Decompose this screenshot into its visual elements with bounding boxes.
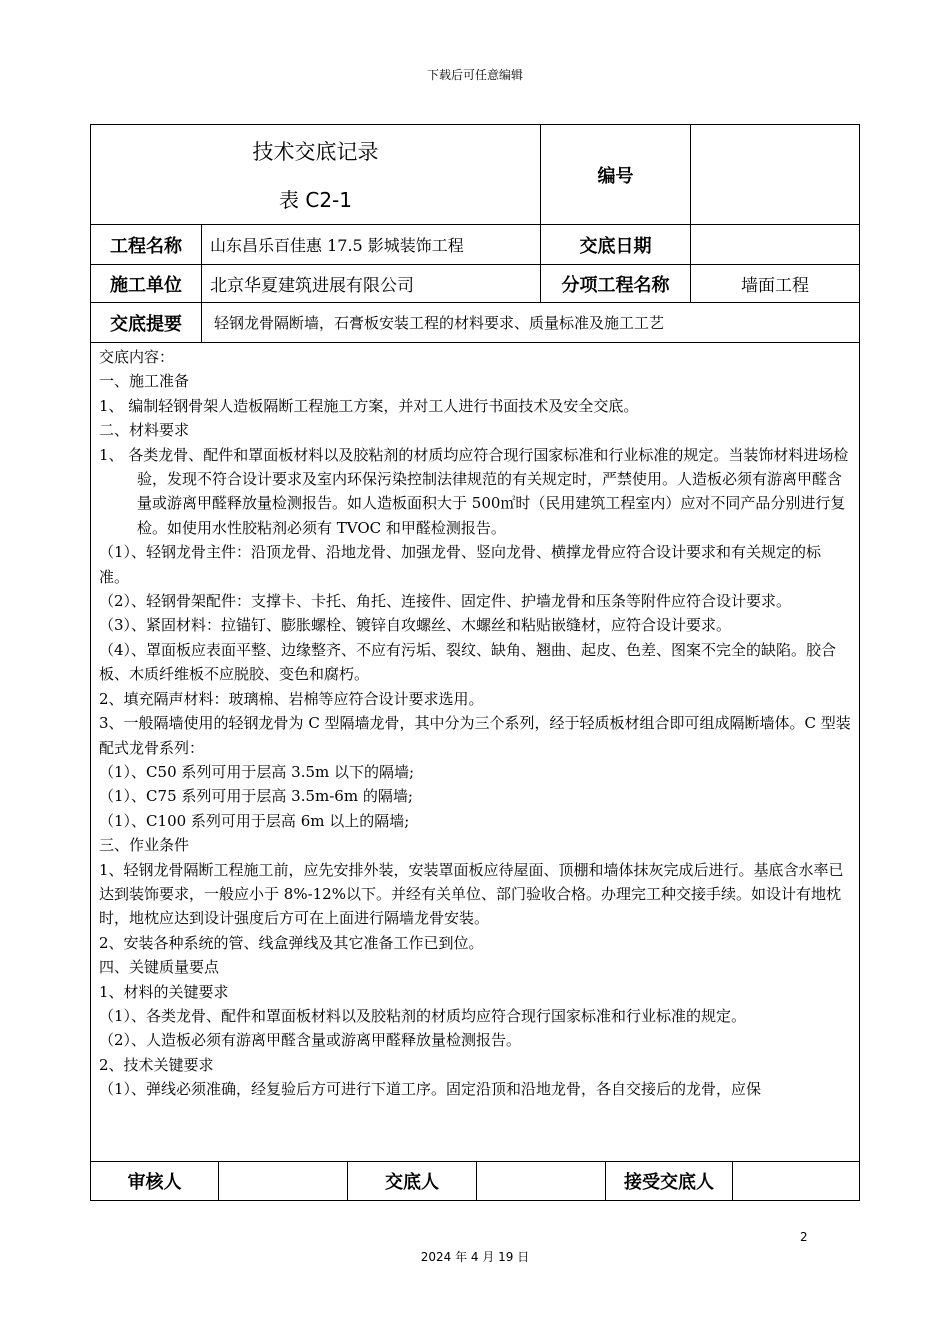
receiver-value [733,1162,859,1200]
subproject-value: 墙面工程 [741,276,809,296]
disclosure-content [91,343,859,1161]
content-line: 2、填充隔声材料：玻璃棉、岩棉等应符合设计要求选用。 [99,689,484,708]
summary-label: 交底提要 [91,303,202,342]
content-line: （1）、C100 系列可用于层高 6m 以上的隔墙; [99,811,410,830]
unit-value: 北京华夏建筑进展有限公司 [202,265,541,302]
summary-row [91,303,859,343]
date-label: 交底日期 [541,225,691,264]
subproject-label: 分项工程名称 [541,265,691,302]
discloser-label: 交底人 [348,1162,477,1200]
record-title: 技术交底记录 [252,140,379,164]
date-value [691,225,859,264]
content-row [91,343,859,1162]
content-line: 1、材料的关键要求 [99,982,229,1001]
content-line: （1）、C75 系列可用于层高 3.5m-6m 的隔墙; [99,787,413,806]
title-cell [91,125,541,224]
page-number: 2 [800,1230,808,1244]
header-note: 下载后可任意编辑 [426,68,523,82]
content-line: （4）、罩面板应表面平整、边缘整齐、不应有污垢、裂纹、缺角、翘曲、起皮、色差、图案不完全的缺陷。胶合板、木质纤维板不应脱胶、变色和腐朽。 [99,640,837,684]
content-line: （3）、紧固材料：拉锚钉、膨胀螺栓、镀锌自攻螺丝、木螺丝和粘贴嵌缝材，应符合设计要求。 [99,616,732,635]
content-line: （1）、各类龙骨、配件和罩面板材料以及胶粘剂的材质均应符合现行国家标准和行业标准的规定。 [99,1006,747,1025]
disclosure-record-table [90,124,860,1201]
content-line: 四、关键质量要点 [99,958,220,977]
project-name-value: 山东昌乐百佳惠 17.5 影城装饰工程 [202,225,541,264]
content-line: 3、一般隔墙使用的轻钢龙骨为 C 型隔墙龙骨，其中分为三个系列，经于轻质板材组合即可组成隔断墙体。C 型装配式龙骨系列： [99,714,851,757]
project-row [91,225,859,265]
content-line: 二、材料要求 [99,421,190,440]
summary-value: 轻钢龙骨隔断墙，石膏板安装工程的材料要求、质量标准及施工工艺 [214,314,665,332]
content-line: 1、轻钢龙骨隔断工程施工前，应先安排外装，安装罩面板应待屋面、顶棚和墙体抹灰完成后进行。基底含水率已达到装饰要求，一般应小于 8%-12%以下。并经有关单位、部门验收合格。办理完工种交接手续。如设计有地枕时，地枕应达到设计强度后方可在上面进行隔墙龙骨安装。 [99,860,844,928]
content-line: （1）、C50 系列可用于层高 3.5m 以下的隔墙; [99,762,415,781]
form-number: 表 C2-1 [279,188,352,212]
number-value [691,125,859,224]
signature-row [91,1162,859,1200]
content-line: 1、 各类龙骨、配件和罩面板材料以及胶粘剂的材质均应符合现行国家标准和行业标准的规定。当装饰材料进场检验，发现不符合设计要求及室内环保污染控制法律规范的有关规定时，严禁使用。人造板必须有游离甲醛含量或游离甲醛释放量检测报告。如人造板面积大于 500㎡时（民用建筑工程室内）应对不同产品分别进行复检。如使用水性胶粘剂必须有 TVOC 和甲醛检测报告。 [99,445,849,537]
number-label: 编号 [541,125,691,224]
content-line: 1、 编制轻钢骨架人造板隔断工程施工方案，并对工人进行书面技术及安全交底。 [99,396,639,415]
content-line: （1）、弹线必须准确，经复验后方可进行下道工序。固定沿顶和沿地龙骨，各自交接后的龙骨，应保 [99,1080,762,1099]
reviewer-value [219,1162,348,1200]
project-name-label: 工程名称 [91,225,202,264]
receiver-label: 接受交底人 [606,1162,733,1200]
content-line: 一、施工准备 [99,372,190,391]
unit-row [91,265,859,303]
content-line: 2、安装各种系统的管、线盒弹线及其它准备工作已到位。 [99,933,484,952]
content-line: 2、技术关键要求 [99,1055,214,1074]
title-row [91,125,859,225]
content-line: 交底内容： [99,348,175,366]
content-line: （1）、轻钢龙骨主件：沿顶龙骨、沿地龙骨、加强龙骨、竖向龙骨、横撑龙骨应符合设计要求和有关规定的标准。 [99,543,822,586]
reviewer-label: 审核人 [91,1162,219,1200]
unit-label: 施工单位 [91,265,202,302]
footer-date: 2024 年 4 月 19 日 [420,1250,530,1264]
content-line: （2）、轻钢骨架配件：支撑卡、卡托、角托、连接件、固定件、护墙龙骨和压条等附件应符合设计要求。 [99,592,792,611]
content-line: 三、作业条件 [99,836,190,855]
content-line: （2）、人造板必须有游离甲醛含量或游离甲醛释放量检测报告。 [99,1031,522,1050]
discloser-value [477,1162,606,1200]
